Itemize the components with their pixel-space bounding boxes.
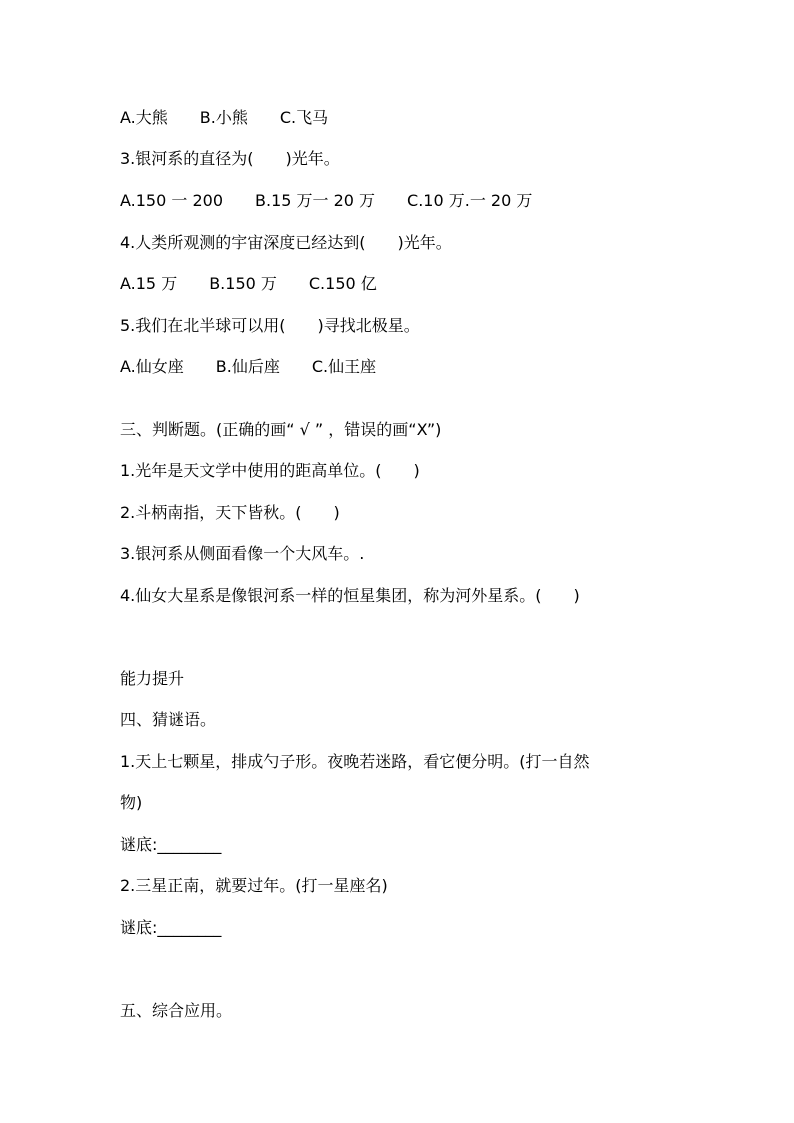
question-5: 5.我们在北半球可以用( )寻找北极星。 [120,316,420,335]
riddle-1-answer: 谜底:________ [120,835,222,854]
question-4: 4.人类所观测的宇宙深度已经达到( )光年。 [120,233,452,252]
riddle-2-answer: 谜底:________ [120,918,222,937]
riddle-1-continuation: 物) [120,793,143,812]
judgment-3: 3.银河系从侧面看像一个大风车。. [120,544,365,563]
question-3: 3.银河系的直径为( )光年。 [120,149,340,168]
section-4-heading: 四、猜谜语。 [120,710,217,729]
judgment-4: 4.仙女大星系是像银河系一样的恒星集团，称为河外星系。( ) [120,586,580,605]
section-5-heading: 五、综合应用。 [120,1001,233,1020]
judgment-1: 1.光年是天文学中使用的距高单位。( ) [120,461,420,480]
question-3-options: A.150 一 200 B.15 万一 20 万 C.10 万.一 20 万 [120,191,533,210]
riddle-1: 1.天上七颗星，排成勺子形。夜晚若迷路，看它便分明。(打一自然 [120,752,590,771]
question-2-options: A.大熊 B.小熊 C.飞马 [120,108,329,127]
ability-heading: 能力提升 [120,669,185,688]
question-4-options: A.15 万 B.150 万 C.150 亿 [120,274,377,293]
riddle-2: 2.三星正南，就要过年。(打一星座名) [120,876,388,895]
section-3-heading: 三、判断题。(正确的画“ √ ” ，错误的画“X”) [120,420,442,439]
judgment-2: 2.斗柄南指，天下皆秋。( ) [120,503,340,522]
question-5-options: A.仙女座 B.仙后座 C.仙王座 [120,357,377,376]
